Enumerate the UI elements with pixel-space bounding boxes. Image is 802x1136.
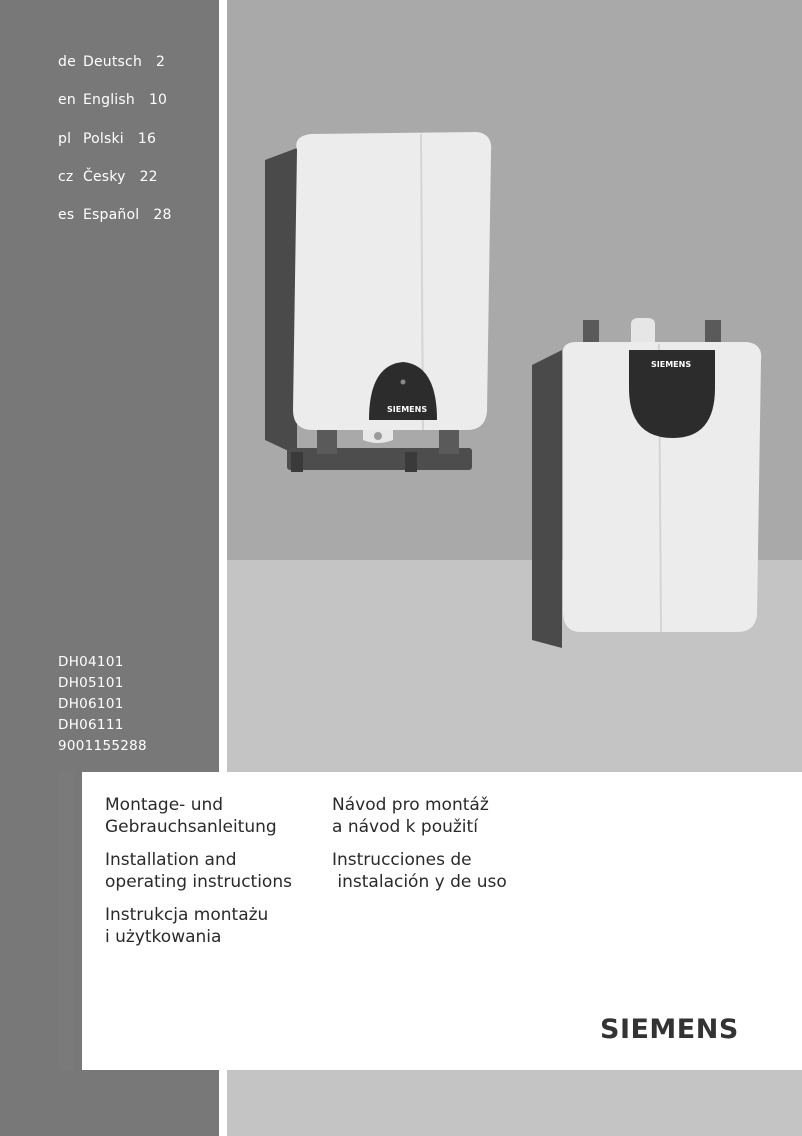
product-photo <box>227 0 802 772</box>
language-name: Polski <box>83 130 124 147</box>
language-code: de <box>58 54 76 70</box>
language-name: English <box>83 92 135 109</box>
language-page: 10 <box>148 92 168 109</box>
water-heaters-illustration <box>227 0 802 772</box>
language-page: 28 <box>153 207 172 224</box>
language-page: 22 <box>139 168 158 185</box>
language-page: 2 <box>156 54 166 70</box>
heater-angled <box>532 318 761 648</box>
language-item-pl[interactable] <box>58 131 172 169</box>
language-code: cz <box>58 168 74 185</box>
document-title-de: Montage- und Gebrauchsanleitung <box>105 795 277 837</box>
model-number: 9001155288 <box>58 738 147 754</box>
model-number: DH05101 <box>58 675 124 691</box>
model-list <box>58 652 147 757</box>
titles-left-column <box>105 795 292 960</box>
product-brand-label-front: SIEMENS <box>387 405 428 414</box>
heater-front <box>265 132 491 472</box>
language-code: es <box>58 207 75 224</box>
language-code: pl <box>58 130 72 147</box>
model-number: DH04101 <box>58 654 124 670</box>
language-item-de[interactable] <box>58 54 172 92</box>
language-list <box>58 54 172 245</box>
document-title-es: Instrucciones de instalación y de uso <box>332 850 507 892</box>
document-title-cz: Návod pro montáž a návod k použití <box>332 795 489 837</box>
language-page: 16 <box>137 130 157 147</box>
language-name: Deutsch <box>83 54 143 70</box>
bottom-band <box>227 1070 802 1136</box>
model-number: DH06101 <box>58 696 124 712</box>
accent-bar <box>59 772 74 1070</box>
product-brand-label-angled: SIEMENS <box>651 360 692 369</box>
language-item-en[interactable] <box>58 92 172 130</box>
titles-right-column <box>332 795 507 905</box>
language-name: Español <box>83 207 140 224</box>
document-title-pl: Instrukcja montażu i użytkowania <box>105 905 269 947</box>
language-name: Česky <box>83 168 126 185</box>
model-number: DH06111 <box>58 717 124 733</box>
language-item-es[interactable] <box>58 207 172 245</box>
siemens-logo: SIEMENS <box>600 1014 739 1045</box>
language-code: en <box>58 92 76 109</box>
document-title-en: Installation and operating instructions <box>105 850 292 892</box>
language-item-cz[interactable] <box>58 169 172 207</box>
